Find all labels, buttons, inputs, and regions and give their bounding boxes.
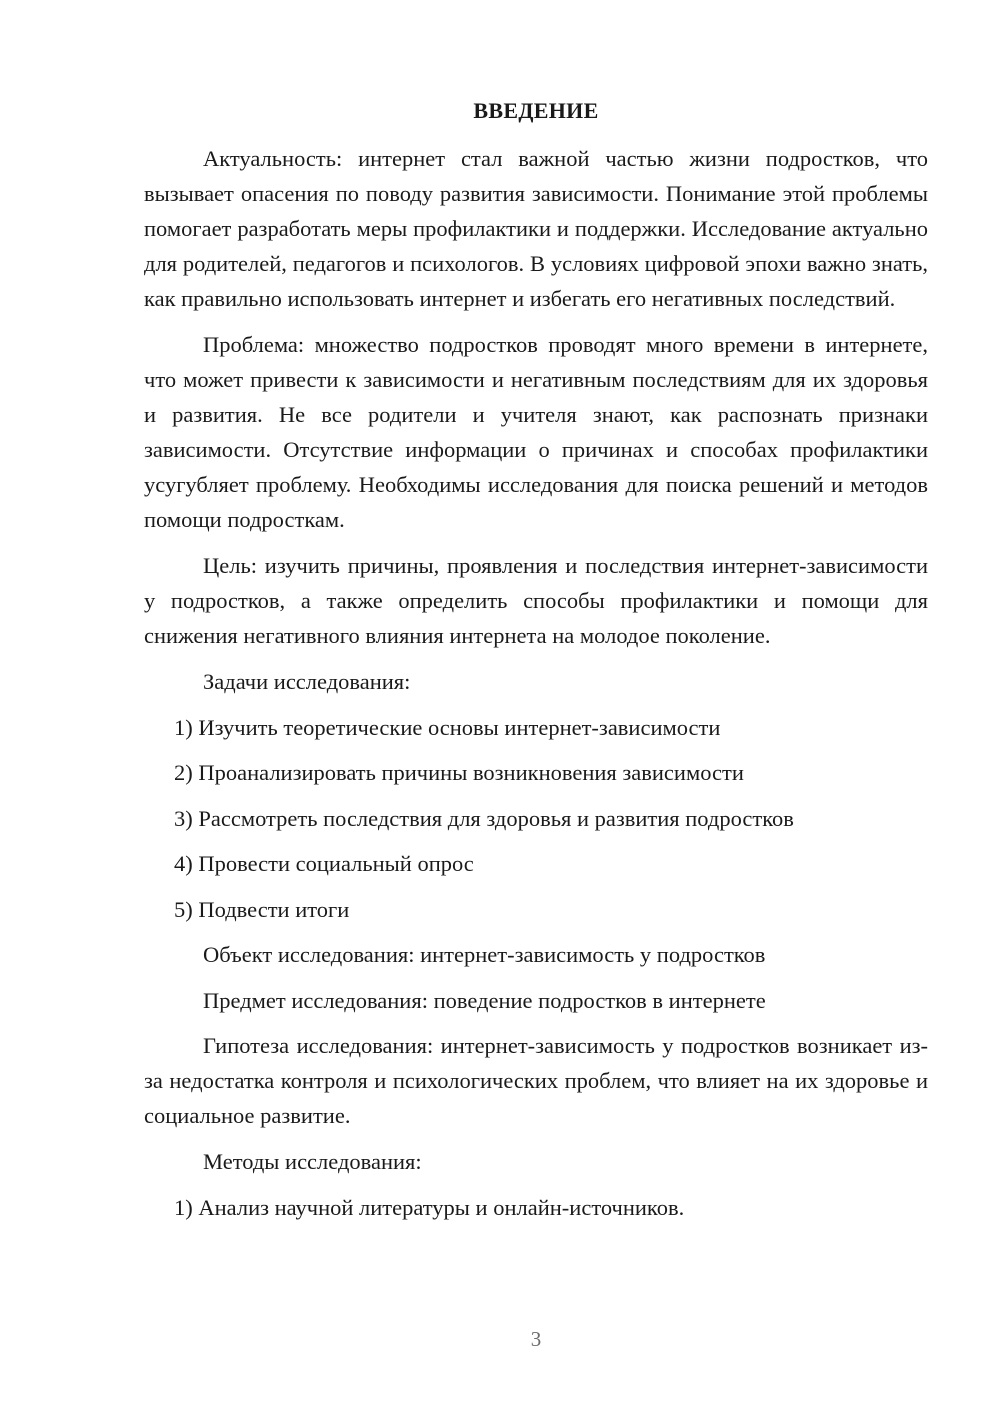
goal-paragraph: Цель: изучить причины, проявления и последствия интернет-зависимости у подростков, а также определить способы профилактики и помощи для снижения негативного влияния интернета на молодое поколение. <box>144 553 928 648</box>
relevance-paragraph: Актуальность: интернет стал важной частью жизни подростков, что вызывает опасения по поводу развития зависимости. Понимание этой проблемы помогает разработать меры профилактики и поддержки. Исследование актуально для родителей, педагогов и психологов. В условиях цифровой эпохи важно знать, как правильно использовать интернет и избегать его негативных последствий. <box>144 146 928 311</box>
methods-heading: Методы исследования: <box>203 1149 422 1174</box>
task-item: 4) Провести социальный опрос <box>174 851 474 876</box>
problem-paragraph: Проблема: множество подростков проводят много времени в интернете, что может привести к зависимости и негативным последствиям для их здоровья и развития. Не все родители и учителя знают, как распознать признаки зависимости. Отсутствие информации о причинах и способах профилактики усугубляет проблему. Необходимы исследования для поиска решений и методов помощи подросткам. <box>144 332 928 532</box>
methods-list <box>144 1190 928 1225</box>
task-item: 5) Подвести итоги <box>174 896 350 922</box>
tasks-list <box>144 710 928 927</box>
page-number: 3 <box>530 1327 542 1351</box>
hypothesis-paragraph: Гипотеза исследования: интернет-зависимость у подростков возникает из-за недостатка контроля и психологических проблем, что влияет на их здоровье и социальное развитие. <box>144 1033 928 1128</box>
research-subject: Предмет исследования: поведение подростков в интернете <box>203 987 766 1013</box>
research-object: Объект исследования: интернет-зависимость у подростков <box>203 942 766 967</box>
task-item: 3) Рассмотреть последствия для здоровья и развития подростков <box>174 805 794 831</box>
task-item: 1) Изучить теоретические основы интернет-зависимости <box>174 714 721 740</box>
page-title: ВВЕДЕНИЕ <box>473 98 599 123</box>
page-body <box>144 141 928 1225</box>
task-item: 2) Проанализировать причины возникновения зависимости <box>174 760 744 785</box>
method-item: 1) Анализ научной литературы и онлайн-источников. <box>174 1194 685 1220</box>
tasks-heading: Задачи исследования: <box>203 669 411 694</box>
